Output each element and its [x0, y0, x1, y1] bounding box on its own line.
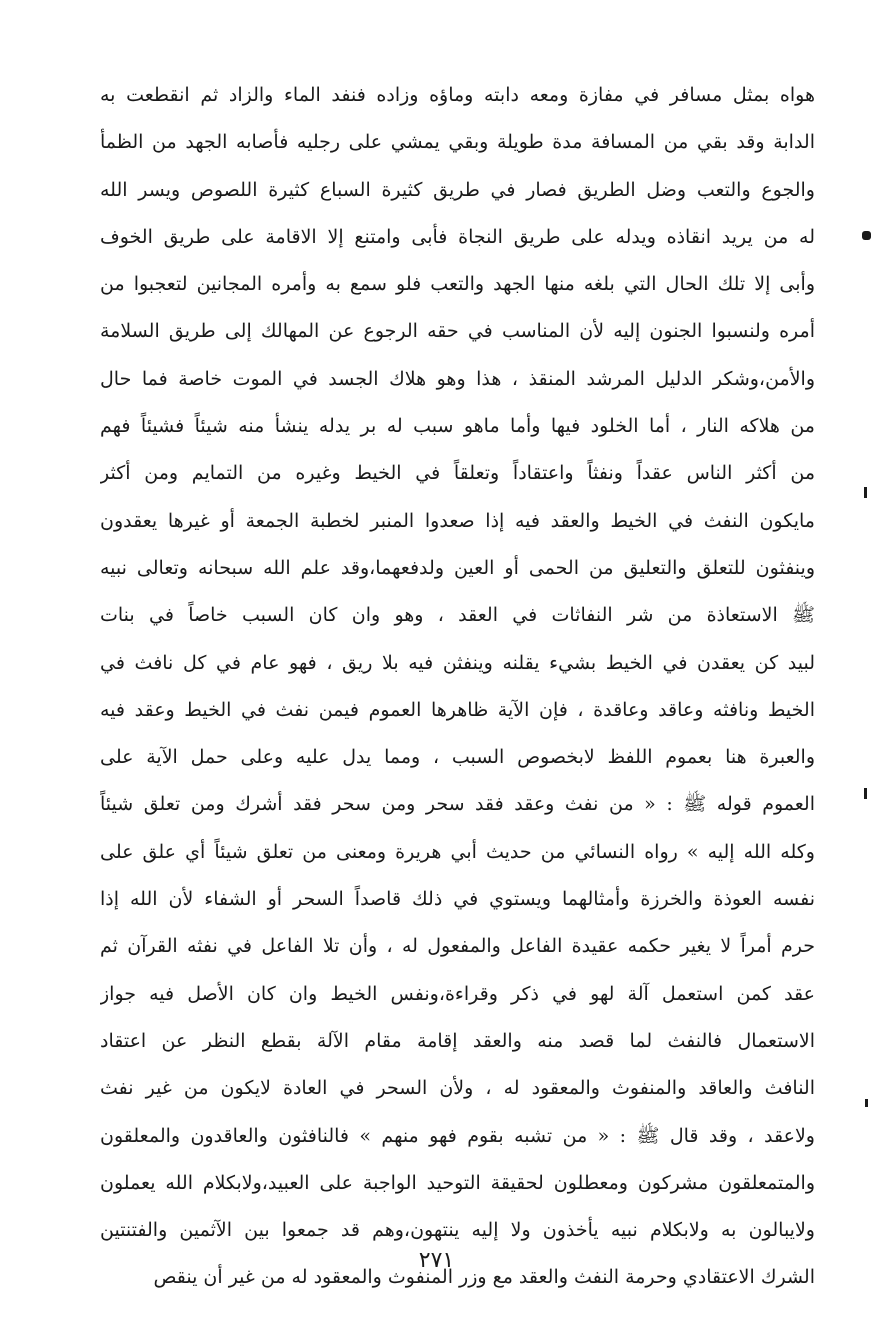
text-line: أمره ولنسبوا الجنون إليه لأن المناسب في حقه الرجوع عن المهالك إلى طريق السلامة — [100, 320, 815, 343]
page-number: ٢٧١ — [418, 1248, 455, 1273]
text-line: والجوع والتعب وضل الطريق فصار في طريق كثيرة السباع كثيرة اللصوص ويسر الله — [100, 178, 815, 201]
margin-mark — [864, 788, 867, 799]
margin-mark — [862, 231, 871, 240]
text-line: الشرك الاعتقادي وحرمة النفث والعقد مع وزر المنفوث والمعقود له من غير أن ينقص — [153, 1266, 815, 1289]
text-line: من هلاكه النار ، أما الخلود فيها وأما ماهو سبب له بر يدله ينشأ منه شيئاً فشيئاً فهم — [100, 415, 815, 438]
text-line: لبيد كن يعقدن في الخيط بشيء يقلنه وينفثن فيه بلا ريق ، فهو عام في كل نافث في — [100, 651, 815, 674]
text-line: النافث والعاقد والمنفوث والمعقود له ، ولأن السحر في العادة لايكون من غير نفث — [100, 1077, 815, 1100]
text-line: نفسه العوذة والخرزة وأمثالهما ويستوي في ذلك قاصداً السحر أو الشفاء لأن الله إذا — [100, 888, 815, 911]
text-line: من أكثر الناس عقداً ونفثاً واعتقاداً وتعلقاً في الخيط وغيره من التمايم ومن أكثر — [100, 462, 815, 485]
margin-mark — [865, 1099, 868, 1107]
text-line: وينفثون للتعلق والتعليق من الحمى أو العين ولدفعهما،وقد علم الله سبحانه وتعالى نبيه — [100, 556, 815, 579]
text-line: الخيط ونافثه وعاقد وعاقدة ، فإن الآية ظاهرها العموم فيمن نفث في الخيط وعقد فيه — [100, 698, 815, 721]
text-line: العموم قوله ﷺ : « من نفث وعقد فقد سحر ومن سحر فقد أشرك ومن تعلق شيئاً — [100, 793, 815, 816]
text-line: وكله الله إليه » رواه النسائي من حديث أبي هريرة ومعنى من تعلق شيئاً أي علق على — [100, 840, 815, 863]
text-line: عقد كمن استعمل آلة لهو في ذكر وقراءة،ونفس الخيط وان كان الأصل فيه جواز — [100, 982, 815, 1005]
margin-mark — [864, 487, 867, 498]
text-line: حرم أمراً لا يغير حكمه عقيدة الفاعل والمفعول له ، وأن تلا الفاعل في نفثه القرآن ثم — [100, 935, 815, 958]
text-line: ﷺ الاستعاذة من شر النفاثات في العقد ، وهو وان كان السبب خاصاً في بنات — [100, 604, 815, 627]
text-line: والعبرة هنا بعموم اللفظ لابخصوص السبب ، ومما يدل عليه وعلى حمل الآية على — [100, 746, 815, 769]
text-line: له من يريد انقاذه ويدله على طريق النجاة فأبى وامتنع إلا الاقامة على طريق الخوف — [100, 225, 815, 248]
text-line: والأمن،وشكر الدليل المرشد المنقذ ، هذا وهو هلاك الجسد في الموت خاصة فما حال — [100, 367, 815, 390]
text-line: ولايبالون به ولابكلام نبيه يأخذون ولا إليه ينتهون،وهم قد جمعوا بين الآثمين والفتنتين — [100, 1219, 815, 1242]
text-line: هواه بمثل مسافر في مفازة ومعه دابته وماؤه وزاده فنفد الماء والزاد ثم انقطعت به — [100, 84, 815, 106]
text-line: الاستعمال فالنفث لما قصد منه والعقد إقامة مقام الآلة بقطع النظر عن اعتقاد — [100, 1029, 815, 1052]
body-text — [100, 72, 815, 1302]
text-line: مايكون النفث في الخيط والعقد فيه إذا صعدوا المنبر لخطبة الجمعة أو غيرها يعقدون — [100, 509, 815, 532]
text-line: والمتمعلقون مشركون ومعطلون لحقيقة التوحيد الواجبة على العبيد،ولابكلام الله يعملون — [100, 1171, 815, 1194]
text-line: وأبى إلا تلك الحال التي بلغه منها الجهد والتعب فلو سمع به وأمره المجانين لتعجبوا من — [100, 273, 815, 296]
text-line: ولاعقد ، وقد قال ﷺ : « من تشبه بقوم فهو منهم » فالنافثون والعاقدون والمعلقون — [100, 1124, 815, 1147]
text-line: الدابة وقد بقي من المسافة مدة طويلة وبقي يمشي على رجليه فأصابه الجهد من الظمأ — [100, 131, 815, 154]
